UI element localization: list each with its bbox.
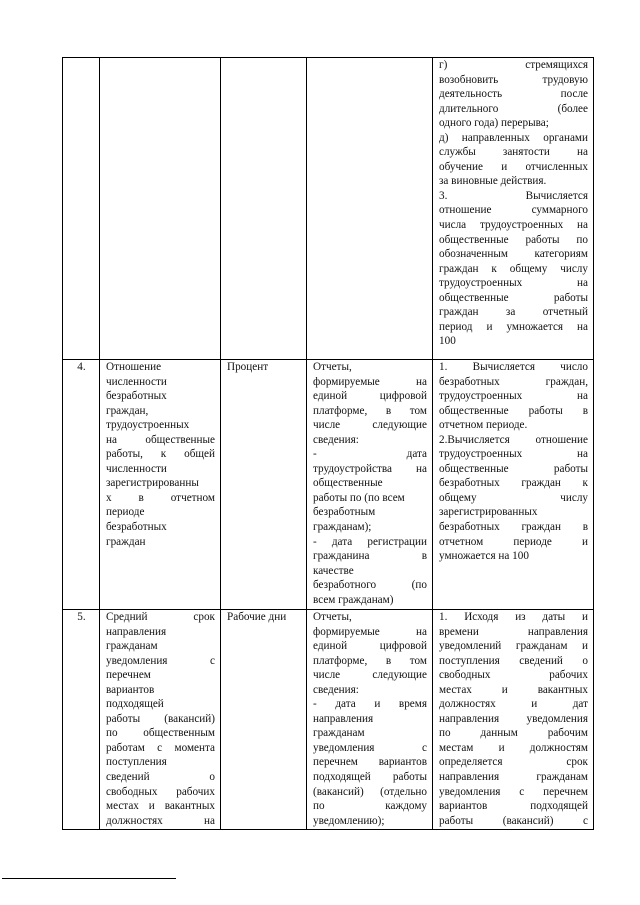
source-text-line: гражданина в: [313, 550, 427, 563]
method-text-line: общественные работы по: [439, 233, 588, 246]
method-cell: [433, 58, 594, 360]
method-text-line: поступления сведений о: [439, 654, 588, 667]
method-text-line: должностях и дат: [439, 698, 588, 711]
method-text-line: граждан к общему числу: [439, 262, 588, 275]
method-text-line: числа трудоустроенных на: [439, 219, 588, 232]
source-text-line: гражданам: [313, 727, 365, 740]
source-text-line: (вакансий) (отдельно: [313, 785, 427, 798]
source-cell: [307, 58, 433, 360]
source-text-line: направления: [313, 712, 374, 725]
indicator-text-line: Отношение: [106, 361, 162, 373]
indicator-text-line: работы, к общей: [106, 448, 215, 461]
method-text-line: уведомления с перечнем: [439, 785, 588, 798]
indicator-text-line: гражданам: [106, 640, 158, 653]
method-text-line: 3. Вычисляется: [439, 189, 588, 202]
method-text-line: времени направления: [439, 625, 588, 638]
source-text-line: платформе, в том: [313, 404, 427, 417]
source-text-line: безработным: [313, 506, 376, 519]
method-text-line: граждан за отчетный: [439, 306, 588, 319]
indicator-text-line: граждан: [106, 535, 146, 548]
indicator-text-line: уведомления с: [106, 654, 215, 667]
method-text-line: умножается на 100: [439, 550, 529, 563]
source-text-line: качестве: [313, 564, 354, 577]
indicator-text-line: поступления: [106, 756, 167, 769]
indicator-text-line: местах и вакантных: [106, 800, 215, 813]
method-text-line: вариантов подходящей: [439, 800, 588, 813]
method-text-line: зарегистрированных: [439, 506, 538, 519]
source-text-line: числе следующие: [313, 419, 427, 432]
source-text-line: Отчеты,: [313, 361, 352, 373]
method-text-line: за виновные действия.: [439, 175, 547, 188]
row-number: 4.: [63, 360, 100, 610]
indicator-name-cell: [100, 58, 221, 360]
method-text-line: общественные работы: [439, 291, 588, 304]
source-text-line: единой цифровой: [313, 390, 427, 403]
indicator-text-line: безработных: [106, 521, 167, 534]
source-text-line: - дата регистрации: [313, 535, 427, 548]
source-text-line: по каждому: [313, 800, 427, 813]
method-text-line: 1. Вычисляется число: [439, 361, 588, 373]
source-text-line: перечнем вариантов: [313, 756, 427, 769]
row-number: [63, 58, 100, 360]
indicator-text-line: перечнем: [106, 669, 151, 682]
indicator-text-line: на общественные: [106, 433, 215, 446]
method-text-line: общественные работы: [439, 462, 588, 475]
indicator-text-line: подходящей: [106, 698, 164, 711]
table-body: [63, 58, 594, 830]
method-text-line: местах и вакантных: [439, 683, 588, 696]
method-text-line: д) направленных органами: [439, 131, 588, 144]
indicator-text-line: сведений о: [106, 771, 215, 784]
source-text-line: уведомлению);: [313, 814, 385, 827]
source-text-line: сведения:: [313, 683, 359, 696]
method-text-line: местам и должностям: [439, 741, 588, 754]
indicator-text-line: Средний срок: [106, 611, 215, 623]
method-text-line: длительного (более: [439, 102, 588, 115]
method-text-line: трудоустроенных на: [439, 277, 588, 290]
indicators-table: [62, 57, 594, 830]
method-text-line: определяется срок: [439, 756, 588, 769]
method-text-line: безработных граждан,: [439, 375, 588, 388]
source-text-line: - дата: [313, 448, 427, 461]
method-text-line: период и умножается на: [439, 320, 588, 333]
unit-cell: Рабочие дни: [221, 610, 307, 830]
footnote-separator: [2, 878, 176, 879]
method-text-line: г) стремящихся: [439, 59, 588, 71]
method-text-line: направления уведомления: [439, 712, 588, 725]
method-text-line: безработных граждан к: [439, 477, 588, 490]
source-text-line: формируемые на: [313, 625, 427, 638]
indicator-text-line: должностях на: [106, 814, 215, 827]
indicator-text-line: свободных рабочих: [106, 785, 215, 798]
source-text-line: подходящей работы: [313, 771, 427, 784]
indicator-text-line: работам с момента: [106, 741, 215, 754]
indicator-text-line: численности: [106, 375, 167, 388]
unit-cell: [221, 58, 307, 360]
source-text-line: общественные: [313, 477, 383, 490]
indicator-text-line: безработных: [106, 390, 167, 403]
method-text-line: общему числу: [439, 491, 588, 504]
indicator-text-line: численности: [106, 462, 167, 475]
method-text-line: 100: [439, 335, 456, 348]
table-row: [63, 58, 594, 360]
source-text-line: числе следующие: [313, 669, 427, 682]
indicator-text-line: работы (вакансий): [106, 712, 215, 725]
indicator-name-cell: [100, 360, 221, 610]
source-text-line: платформе, в том: [313, 654, 427, 667]
method-text-line: трудоустроенных на: [439, 448, 588, 461]
method-text-line: направления гражданам: [439, 771, 588, 784]
source-cell: [307, 360, 433, 610]
method-text-line: общественные работы в: [439, 404, 588, 417]
source-text-line: формируемые на: [313, 375, 427, 388]
indicator-text-line: х в отчетном: [106, 491, 215, 504]
source-text-line: безработного (по: [313, 579, 427, 592]
indicator-text-line: зарегистрированны: [106, 477, 199, 490]
method-text-line: по данным рабочим: [439, 727, 588, 740]
method-text-line: отношение суммарного: [439, 204, 588, 217]
method-text-line: отчетном периоде.: [439, 419, 528, 432]
source-text-line: уведомления с: [313, 741, 427, 754]
source-text-line: Отчеты,: [313, 611, 352, 623]
unit-cell: Процент: [221, 360, 307, 610]
method-text-line: службы занятости на: [439, 146, 588, 159]
method-text-line: обозначенным категориям: [439, 248, 588, 261]
method-cell: [433, 360, 594, 610]
source-cell: [307, 610, 433, 830]
row-number: 5.: [63, 610, 100, 830]
indicator-text-line: вариантов: [106, 683, 155, 696]
method-text-line: трудоустроенных на: [439, 390, 588, 403]
method-text-line: безработных граждан в: [439, 521, 588, 534]
source-text-line: гражданам);: [313, 521, 372, 534]
table-row: [63, 610, 594, 830]
indicator-text-line: по общественным: [106, 727, 215, 740]
source-text-line: всем гражданам): [313, 593, 394, 606]
source-text-line: сведения:: [313, 433, 359, 446]
method-text-line: уведомлений гражданам и: [439, 640, 588, 653]
method-text-line: обучение и отчисленных: [439, 160, 588, 173]
table-row: [63, 360, 594, 610]
method-text-line: возобновить трудовую: [439, 73, 588, 86]
method-text-line: 2.Вычисляется отношение: [439, 433, 588, 446]
method-cell: [433, 610, 594, 830]
indicator-text-line: периоде: [106, 506, 145, 519]
method-text-line: деятельность после: [439, 88, 588, 101]
method-text-line: отчетном периоде и: [439, 535, 588, 548]
source-text-line: трудоустройства на: [313, 462, 427, 475]
indicator-text-line: трудоустроенных: [106, 419, 190, 432]
method-text-line: одного года) перерыва;: [439, 117, 549, 130]
method-text-line: 1. Исходя из даты и: [439, 611, 588, 623]
source-text-line: единой цифровой: [313, 640, 427, 653]
method-text-line: работы (вакансий) с: [439, 814, 588, 827]
source-text-line: - дата и время: [313, 698, 427, 711]
indicator-text-line: направления: [106, 625, 167, 638]
indicator-text-line: граждан,: [106, 404, 149, 417]
indicator-name-cell: [100, 610, 221, 830]
source-text-line: работы по (по всем: [313, 491, 405, 504]
method-text-line: свободных рабочих: [439, 669, 588, 682]
